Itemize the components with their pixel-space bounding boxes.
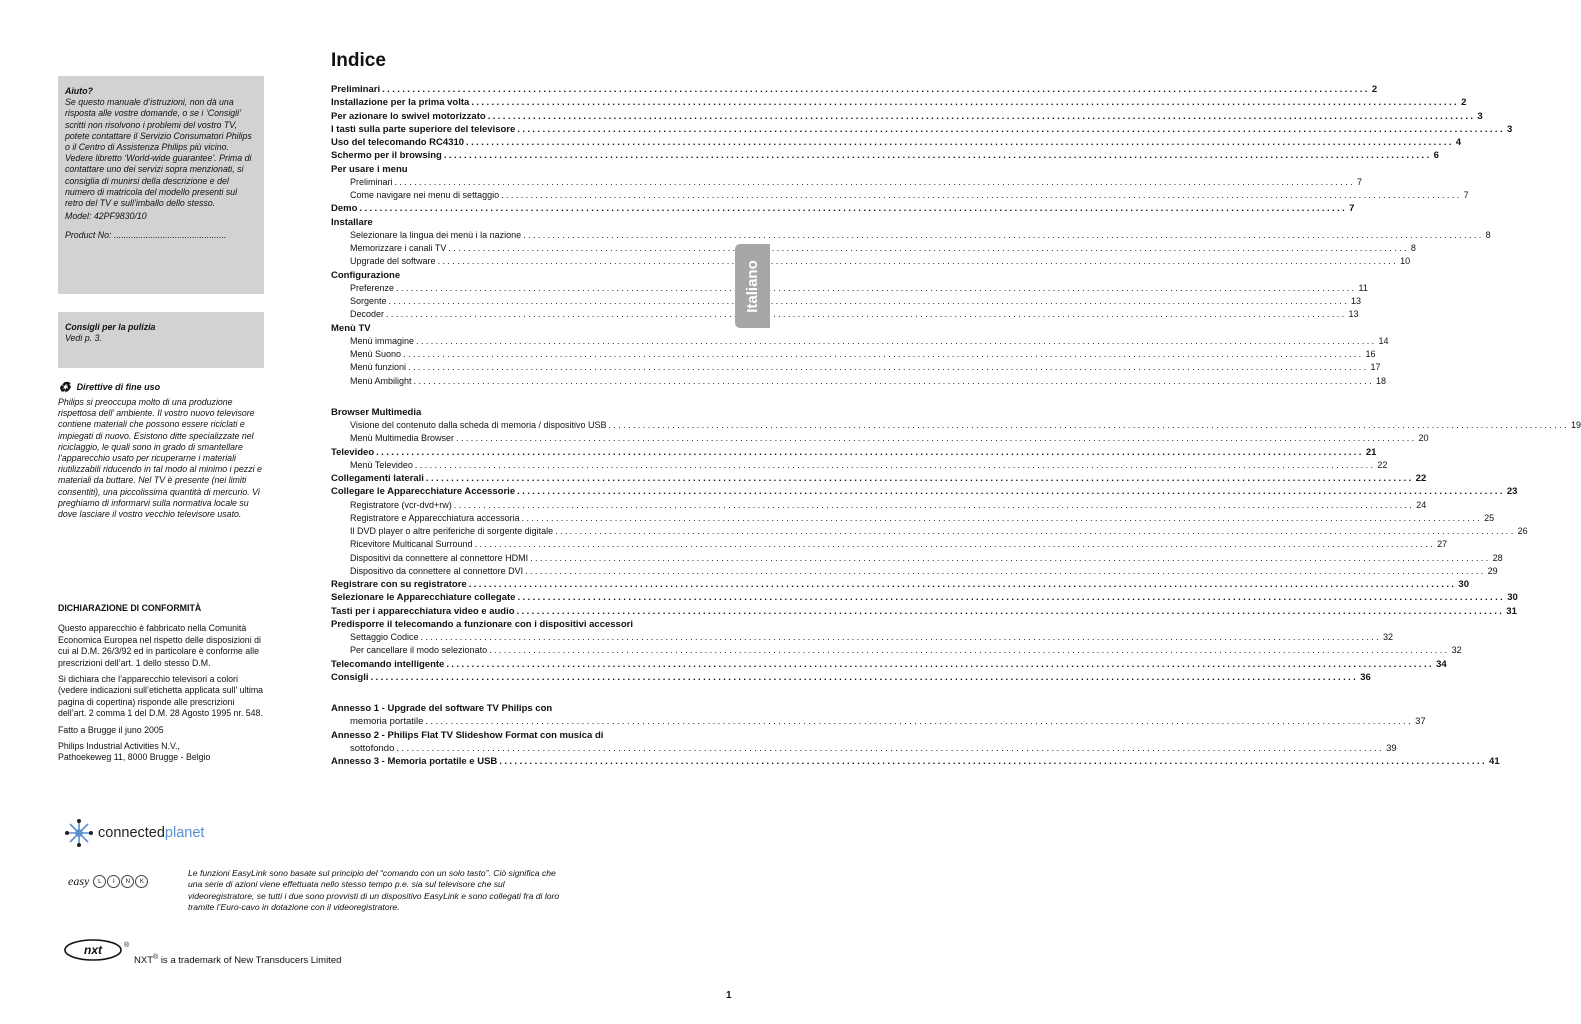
toc-entry-page: 24 — [1416, 499, 1427, 510]
help-box — [58, 76, 264, 294]
toc-entry[interactable] — [331, 605, 1517, 619]
toc-leader-dots — [387, 296, 1352, 306]
toc-entry-page: 8 — [1410, 243, 1416, 253]
toc-entry-label: Collegare le Apparecchiature Accessorie — [331, 486, 516, 498]
recycling-title: Direttive di fine uso — [76, 382, 161, 392]
toc-leader-dots — [515, 592, 1507, 603]
toc-entry-page: 8 — [1485, 229, 1491, 240]
toc-entry-label: Schermo per il browsing — [331, 150, 442, 162]
easylink-description: Le funzioni EasyLink sono basate sul principio del “comando con un solo tasto”. Ciò significa che una serie di azioni viene effettuata nello stesso tempo p.e. sia sul televisore che sul videoregistratore, se tutti i due sono provvisti di un dispositivo EasyLink e sono collegati fra di loro tramite l’Euro-cavo in dotazione con il videoregistratore. — [188, 868, 560, 913]
toc-entry[interactable] — [331, 552, 1503, 566]
toc-leader-dots — [380, 84, 1372, 95]
toc-leader-dots — [368, 672, 1360, 683]
toc-entry-label: I tasti sulla parte superiore del televisore — [331, 123, 516, 135]
toc-entry[interactable] — [331, 203, 1355, 216]
nxt-logo-text: nxt — [84, 943, 102, 957]
toc-entry-label: Browser Multimedia — [331, 406, 422, 418]
connectedplanet-wordmark: connectedplanet — [98, 825, 205, 841]
toc-entry-page: 2 — [1461, 97, 1467, 109]
toc-entry-page: 19 — [1570, 420, 1581, 430]
toc-leader-dots — [419, 632, 1384, 642]
toc-entry[interactable] — [331, 579, 1469, 592]
toc-entry-label: Configurazione — [331, 269, 401, 281]
toc-leader-dots — [452, 500, 1417, 510]
toc-entry-page: 32 — [1383, 632, 1394, 642]
toc-leader-dots — [528, 553, 1493, 563]
help-title: Aiuto? — [65, 86, 93, 96]
toc-leader-dots — [442, 150, 1434, 161]
conformity-p2: Si dichiara che l’apparecchio televisori a colori (vedere indicazioni sull’etichetta applicata sull’ ultima pagina di copertina) risponde alle prescrizioni dell’art. 2 comma 1 del D.M. 28 Agosto 1995 nr. 548. — [58, 674, 264, 719]
toc-entry[interactable] — [331, 592, 1518, 605]
toc-leader-dots — [521, 230, 1486, 240]
toc-entry[interactable] — [331, 84, 1378, 97]
toc-entry-page: 41 — [1489, 756, 1500, 767]
toc-entry-page: 37 — [1415, 716, 1426, 728]
toc-entry-page: 7 — [1463, 190, 1469, 200]
toc-spacer — [331, 389, 711, 407]
toc-leader-dots — [499, 190, 1464, 200]
toc-entry[interactable] — [331, 349, 1376, 362]
toc-entry[interactable] — [331, 362, 1381, 375]
toc-leader-dots — [394, 283, 1359, 293]
toc-entry[interactable] — [331, 256, 1411, 269]
cleaning-body: Vedi p. 3. — [65, 333, 102, 344]
easylink-word: easy — [68, 874, 90, 888]
toc-entry-label: Annesso 2 - Philips Flat TV Slideshow Format con musica di — [331, 729, 604, 741]
toc-entry-page: 3 — [1507, 123, 1513, 135]
toc-entry-page: 30 — [1458, 579, 1469, 590]
toc-entry[interactable] — [331, 632, 1394, 645]
toc-entry-page: 2 — [1371, 84, 1378, 95]
toc-entry-label: Selezionare le Apparecchiature collegate — [331, 592, 516, 604]
toc-leader-dots — [423, 716, 1415, 727]
toc-entry-label: Preliminari — [350, 176, 393, 187]
toc-leader-dots — [515, 486, 1507, 497]
toc-leader-dots — [436, 256, 1401, 266]
toc-entry[interactable] — [331, 473, 1427, 486]
toc-leader-dots — [412, 376, 1377, 386]
toc-leader-dots — [469, 97, 1461, 108]
toc-entry-page: 22 — [1415, 473, 1427, 484]
toc-leader-dots — [394, 743, 1386, 754]
toc-leader-dots — [414, 336, 1379, 346]
toc-entry[interactable] — [331, 282, 1368, 296]
toc-entry-label: Come navigare nei menu di settaggio — [350, 190, 500, 200]
toc-entry-page: 34 — [1436, 658, 1447, 670]
conformity-p4a: Philips Industrial Activities N.V., — [58, 741, 180, 752]
toc-entry-label: Registratore (vcr-dvd+rw) — [350, 499, 452, 510]
toc-entry[interactable] — [331, 323, 711, 336]
toc-entry[interactable] — [331, 407, 711, 420]
toc-leader-dots — [384, 309, 1349, 319]
toc-entry-label: Menù Televideo — [350, 459, 413, 470]
toc-entry-label: Televideo — [331, 446, 375, 458]
toc-entry-label: Demo — [331, 203, 358, 215]
toc-entry-label: Installazione per la prima volta — [331, 97, 470, 109]
toc-entry[interactable] — [331, 459, 1388, 473]
toc-entry-label: Ricevitore Multicanal Surround — [350, 539, 473, 550]
toc-entry-label: sottofondo — [350, 742, 395, 754]
toc-entry[interactable] — [331, 486, 1518, 499]
toc-entry-page: 7 — [1349, 203, 1355, 215]
toc-entry-label: Collegamenti laterali — [331, 473, 424, 484]
toc-entry[interactable] — [331, 110, 1483, 124]
toc-leader-dots — [473, 539, 1438, 549]
toc-entry[interactable] — [331, 703, 711, 716]
nxt-logo-reg: ® — [124, 942, 130, 949]
conformity-heading: DICHIARAZIONE DI CONFORMITÀ — [58, 603, 202, 613]
conformity-p3: Fatto a Brugge il juno 2005 — [58, 724, 164, 735]
toc-leader-dots — [515, 606, 1507, 617]
toc-entry-page: 22 — [1377, 459, 1388, 470]
toc-entry[interactable] — [331, 671, 1371, 685]
toc-entry-label: Menù immagine — [350, 335, 415, 346]
toc-entry[interactable] — [331, 742, 1397, 756]
toc-leader-dots — [606, 420, 1571, 430]
toc-entry[interactable] — [331, 123, 1513, 137]
toc-leader-dots — [487, 645, 1452, 655]
toc-entry-page: 11 — [1358, 282, 1368, 293]
toc-entry[interactable] — [331, 420, 1581, 433]
toc-entry-page: 29 — [1487, 565, 1498, 576]
toc-entry-label: Predisporre il telecomando a funzionare con i dispositivi accessori — [331, 618, 633, 630]
page-number: 1 — [726, 990, 732, 1001]
toc-entry-page: 21 — [1365, 446, 1377, 458]
toc-entry-label: Installare — [331, 216, 373, 228]
toc-leader-dots — [406, 362, 1371, 372]
easylink-letters: L I N K — [93, 875, 148, 888]
toc-entry[interactable] — [331, 97, 1467, 110]
toc-entry-page: 4 — [1455, 137, 1462, 148]
toc-entry-label: Preliminari — [331, 84, 381, 95]
toc-entry-label: Il DVD player o altre periferiche di sorgente digitale — [350, 526, 554, 536]
toc-entry-page: 28 — [1492, 552, 1503, 563]
toc-entry-label: memoria portatile — [350, 716, 424, 728]
toc-leader-dots — [523, 566, 1488, 576]
toc-entry[interactable] — [331, 433, 1429, 446]
toc-entry[interactable] — [331, 619, 711, 632]
toc-entry-label: Registrare con su registratore — [331, 579, 467, 590]
toc-entry-page: 13 — [1348, 309, 1359, 320]
toc-leader-dots — [454, 433, 1419, 443]
recycling-section — [58, 380, 264, 520]
toc-leader-dots — [464, 137, 1456, 148]
toc-entry-page: 7 — [1357, 176, 1363, 187]
toc-entry-label: Registratore e Apparecchiatura accessoria — [350, 512, 520, 523]
toc-entry[interactable] — [331, 645, 1462, 658]
toc-entry[interactable] — [331, 446, 1377, 460]
toc-entry-page: 31 — [1506, 605, 1517, 617]
toc-entry-page: 16 — [1365, 349, 1376, 359]
toc-entry-label: Annesso 3 - Memoria portatile e USB — [331, 756, 498, 767]
toc-entry-label: Telecomando intelligente — [331, 658, 445, 670]
toc-entry-label: Preferenze — [350, 282, 395, 293]
toc-entry-page: 14 — [1378, 335, 1389, 346]
toc-entry-label: Menù TV — [331, 322, 371, 334]
toc-entry[interactable] — [331, 309, 1359, 322]
toc-entry-label: Annesso 1 - Upgrade del software TV Philips con — [331, 703, 553, 714]
toc-leader-dots — [401, 349, 1366, 359]
toc-entry[interactable] — [331, 190, 1469, 203]
toc-entry-page: 25 — [1484, 512, 1495, 523]
toc-entry[interactable] — [331, 243, 1416, 256]
easylink-logo — [68, 874, 148, 889]
toc-entry-page: 36 — [1360, 671, 1371, 683]
toc-entry-label: Dispositivi da connettere al connettore HDMI — [350, 552, 529, 563]
toc-entry-label: Memorizzare i canali TV — [350, 243, 447, 253]
toc-entry-label: Sorgente — [350, 296, 387, 306]
toc-entry-page: 20 — [1418, 433, 1429, 444]
toc-entry[interactable] — [331, 539, 1448, 552]
toc-entry-page: 32 — [1451, 645, 1462, 656]
toc-leader-dots — [497, 756, 1489, 767]
product-line: Product No: .............................................. — [65, 230, 227, 241]
help-body: Se questo manuale d’istruzioni, non dà una risposta alle vostre domande, o se i ‘Consigli’ scritti non risolvono i problemi del vostro TV, potete contattare il Servizio Consumatori Philips o il Centro di Assistenza Philips più vicino. Vedere libretto ‘World-wide guarantee’. Prima di contattare uno dei servizi sopra menzionati, si consiglia di munirsi della descrizione e del numero di matricola del modello presenti sul retro del TV e sull’imballo dello stesso. — [65, 97, 252, 209]
toc-entry[interactable] — [331, 335, 1389, 349]
toc-entry-label: Selezionare la lingua dei menù i la nazione — [350, 229, 522, 240]
toc-entry-page: 13 — [1351, 296, 1362, 306]
toc-entry-label: Per cancellare il modo selezionato — [350, 645, 488, 656]
toc-entry-label: Uso del telecomando RC4310 — [331, 137, 465, 148]
toc-entry-label: Tasti per i apparecchiatura video e audio — [331, 605, 515, 617]
toc-leader-dots — [515, 124, 1507, 135]
toc-entry[interactable] — [331, 716, 1426, 729]
toc-entry-label: Per usare i menu — [331, 163, 408, 175]
recycling-heading — [58, 380, 264, 394]
toc-entry-page: 6 — [1433, 150, 1439, 162]
toc-entry-label: Menù funzioni — [350, 362, 407, 373]
toc-entry-page: 18 — [1376, 375, 1387, 386]
nxt-logo — [63, 938, 130, 962]
toc-leader-dots — [357, 203, 1349, 214]
toc-entry[interactable] — [331, 270, 711, 283]
toc-leader-dots — [444, 659, 1436, 670]
conformity-section — [58, 603, 264, 764]
toc-leader-dots — [446, 243, 1411, 253]
connectedplanet-logo — [64, 818, 204, 848]
toc-entry-page: 3 — [1477, 110, 1483, 122]
toc-entry[interactable] — [331, 756, 1500, 769]
toc-leader-dots — [393, 177, 1358, 187]
toc-entry-label: Menù Multimedia Browser — [350, 433, 455, 444]
toc-leader-dots — [467, 579, 1459, 590]
toc-entry[interactable] — [331, 217, 711, 230]
toc-entry[interactable] — [331, 296, 1362, 309]
toc-entry-label: Dispositivo da connettere al connettore DVI — [350, 565, 524, 576]
language-tab — [735, 244, 770, 328]
toc-entry-label: Menù Suono — [350, 349, 402, 359]
toc-leader-dots — [520, 513, 1485, 523]
toc-spacer — [331, 685, 711, 703]
recycle-icon: ♻ — [58, 379, 71, 395]
language-tab-label: Italiano — [744, 259, 762, 313]
toc-entry-label: Consigli — [331, 671, 369, 683]
index-title: Indice — [331, 50, 386, 71]
toc-entry-page: 26 — [1517, 526, 1528, 536]
toc-leader-dots — [424, 473, 1416, 484]
recycling-body: Philips si preoccupa molto di una produzione rispettosa dell’ ambiente. Il vostro nuovo televisore contiene materiali che possono essere riciclati e impiegati di nuovo. Esistono ditte specializzate nel riciclaggio, le quali sono in grado di smantellare l’apparecchio usato per ricuperarne i materiali riutilizzabili riducendo in tal modo al minimo i pezzi e materiali da buttare. Nel TV è presente (nei limiti consentiti), una piccolissima quantità di mercurio. Vi preghiamo di informarvi sulla normativa locale su dove lasciare il vostro vecchio televisore usato. — [58, 397, 262, 520]
toc-entry[interactable] — [331, 375, 1387, 389]
cleaning-box — [58, 312, 264, 368]
toc-entry-label: Per azionare lo swivel motorizzato — [331, 110, 486, 122]
toc-entry-page: 23 — [1506, 486, 1518, 498]
planet-icon — [64, 818, 94, 848]
conformity-p4b: Pathoekeweg 11, 8000 Brugge - Belgio — [58, 752, 211, 763]
toc-entry[interactable] — [331, 229, 1491, 243]
toc-leader-dots — [486, 111, 1478, 122]
toc-entry[interactable] — [331, 658, 1447, 672]
toc-entry-label: Upgrade del software — [350, 256, 436, 267]
toc-entry-page: 10 — [1400, 256, 1411, 267]
toc-entry-label: Decoder — [350, 309, 385, 320]
toc-entry[interactable] — [331, 730, 711, 743]
toc-entry-page: 17 — [1370, 362, 1381, 373]
toc-entry[interactable] — [331, 164, 711, 177]
toc-entry-label: Menù Ambilight — [350, 375, 412, 386]
toc-entry-page: 27 — [1437, 539, 1448, 550]
toc-entry-label: Visione del contenuto dalla scheda di memoria / dispositivo USB — [350, 420, 607, 430]
toc-entry[interactable] — [331, 137, 1462, 150]
toc-leader-dots — [553, 526, 1518, 536]
toc-entry[interactable] — [331, 499, 1427, 513]
toc-entry-page: 30 — [1507, 592, 1518, 604]
cleaning-title: Consigli per la pulizia — [65, 322, 156, 332]
nxt-trademark: NXT® is a trademark of New Transducers Limited — [134, 954, 342, 967]
toc-entry[interactable] — [331, 176, 1363, 190]
toc-entry[interactable] — [331, 526, 1528, 539]
toc-entry-page: 39 — [1386, 742, 1397, 754]
model-line: Model: 42PF9830/10 — [65, 211, 147, 222]
toc-entry[interactable] — [331, 512, 1495, 526]
toc-leader-dots — [413, 460, 1378, 470]
toc-entry[interactable] — [331, 565, 1498, 579]
toc-entry-label: Settaggio Codice — [350, 632, 419, 642]
conformity-p1: Questo apparecchio è fabbricato nella Comunità Economica Europea nel rispetto delle disposizioni di cui al D.M. 26/3/92 ed in particolare è conforme alle prescrizioni dell’art. 1 dello stesso D.M. — [58, 623, 261, 668]
toc-leader-dots — [374, 447, 1366, 458]
toc-entry[interactable] — [331, 150, 1439, 163]
